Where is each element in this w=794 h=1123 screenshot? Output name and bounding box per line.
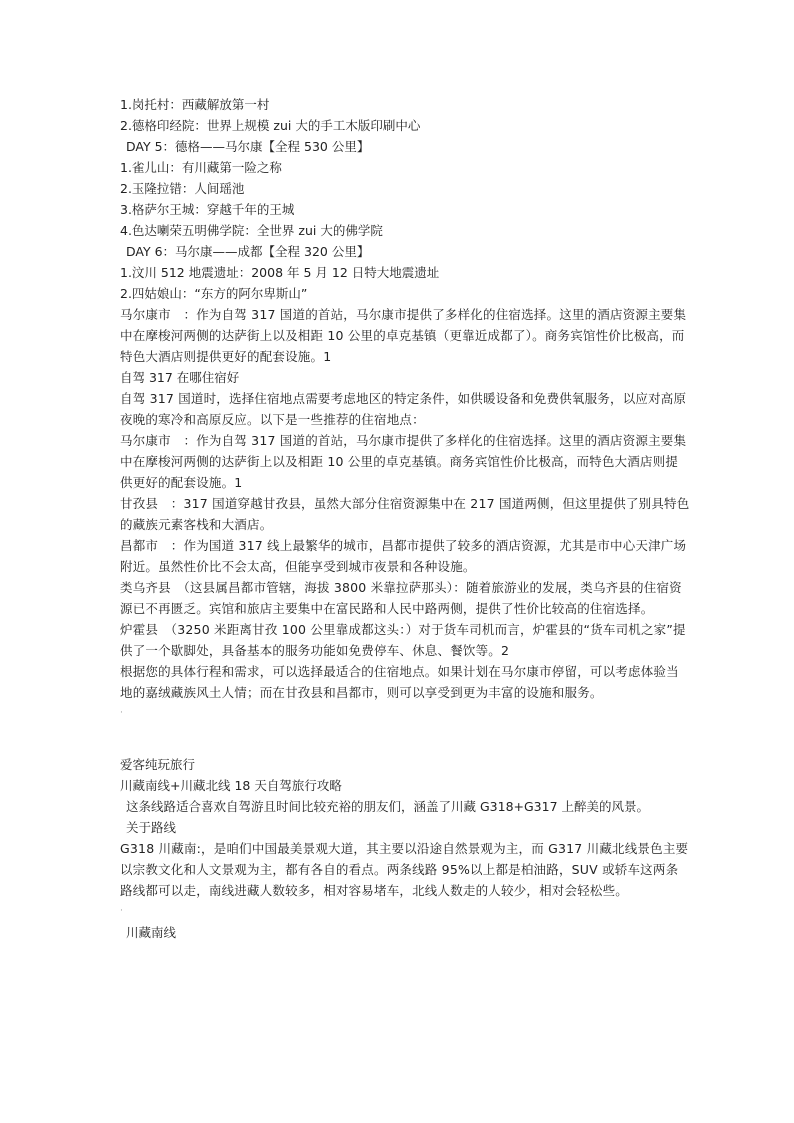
list-item: 1.岗托村：西藏解放第一村 bbox=[120, 97, 270, 112]
paragraph-maerkang: 马尔康市 ：作为自驾 317 国道的首站，马尔康市提供了多样化的住宿选择。这里的酒店资源主要集中在摩梭河两侧的达萨街上以及相距 10 公里的卓克基镇（更靠近成都了）。商务宾馆性价比极高，而特色大酒店则提供更好的配套设施。1 bbox=[120, 307, 687, 364]
paragraph-maerkang-2: 马尔康市 ：作为自驾 317 国道的首站，马尔康市提供了多样化的住宿选择。这里的酒店资源主要集中在摩梭河两侧的达萨街上以及相距 10 公里的卓克基镇。商务宾馆性价比极高，而特色大酒店则提供更好的配套设施。1 bbox=[120, 433, 687, 490]
paragraph-changdu: 昌都市 ：作为国道 317 线上最繁华的城市，昌都市提供了较多的酒店资源，尤其是市中心天津广场附近。虽然性价比不会太高，但能享受到城市夜景和各种设施。 bbox=[120, 538, 687, 574]
paragraph-luhuo: 炉霍县 （3250 米距离甘孜 100 公里靠成都这头：）对于货车司机而言，炉霍县的“货车司机之家”提供了一个歇脚处，具备基本的服务功能如免费停车、休息、餐饮等。2 bbox=[120, 622, 686, 658]
list-item: 2.玉隆拉错：人间瑶池 bbox=[120, 181, 245, 196]
section-heading-route: 关于路线 bbox=[126, 820, 177, 835]
paragraph-leiwuqi: 类乌齐县 （这县属昌都市管辖，海拔 3800 米靠拉萨那头）：随着旅游业的发展，类乌齐县的住宿资源已不再匮乏。宾馆和旅店主要集中在富民路和人民中路两侧，提供了性价比较高的住宿选择。 bbox=[120, 580, 682, 616]
blog-name: 爱客纯玩旅行 bbox=[120, 757, 196, 772]
separator-dot: · bbox=[120, 906, 123, 916]
list-item: 2.德格印经院：世界上规模 zui 大的手工木版印刷中心 bbox=[120, 118, 421, 133]
list-item: 4.色达喇荣五明佛学院：全世界 zui 大的佛学院 bbox=[120, 223, 383, 238]
section-heading: 自驾 317 在哪住宿好 bbox=[120, 370, 240, 385]
day-heading: DAY 5：德格——马尔康【全程 530 公里】 bbox=[126, 139, 370, 154]
list-item: 3.格萨尔王城：穿越千年的王城 bbox=[120, 202, 295, 217]
paragraph-ganzi: 甘孜县 ：317 国道穿越甘孜县，虽然大部分住宿资源集中在 217 国道两侧，但这里提供了别具特色的藏族元素客栈和大酒店。 bbox=[120, 496, 690, 532]
paragraph-summary: 根据您的具体行程和需求，可以选择最适合的住宿地点。如果计划在马尔康市停留，可以考虑体验当地的嘉绒藏族风土人情；而在甘孜县和昌都市，则可以享受到更为丰富的设施和服务。 bbox=[120, 664, 679, 700]
section-heading-south: 川藏南线 bbox=[126, 925, 177, 940]
document-page bbox=[120, 94, 690, 943]
list-item: 1.雀儿山：有川藏第一险之称 bbox=[120, 160, 282, 175]
spacer bbox=[120, 724, 690, 754]
article-intro: 这条线路适合喜欢自驾游且时间比较充裕的朋友们，涵盖了川藏 G318+G317 上醉美的风景。 bbox=[126, 799, 650, 814]
day-heading: DAY 6：马尔康——成都【全程 320 公里】 bbox=[126, 244, 370, 259]
list-item: 1.汶川 512 地震遗址：2008 年 5 月 12 日特大地震遗址 bbox=[120, 265, 440, 280]
paragraph-intro: 自驾 317 国道时，选择住宿地点需要考虑地区的特定条件，如供暖设备和免费供氧服务，以应对高原夜晚的寒冷和高原反应。以下是一些推荐的住宿地点： bbox=[120, 391, 687, 427]
paragraph-route: G318 川藏南:，是咱们中国最美景观大道，其主要以沿途自然景观为主，而 G317 川藏北线景色主要以宗教文化和人文景观为主，都有各自的看点。两条线路 95%以上都是柏油路，SUV 或轿车这两条路线都可以走，南线进藏人数较多，相对容易堵车，北线人数走的人较少，相对会轻松些。 bbox=[120, 841, 689, 898]
list-item: 2.四姑娘山：“东方的阿尔卑斯山” bbox=[120, 286, 308, 301]
article-title: 川藏南线+川藏北线 18 天自驾旅行攻略 bbox=[120, 778, 342, 793]
separator-dot: · bbox=[120, 708, 123, 718]
